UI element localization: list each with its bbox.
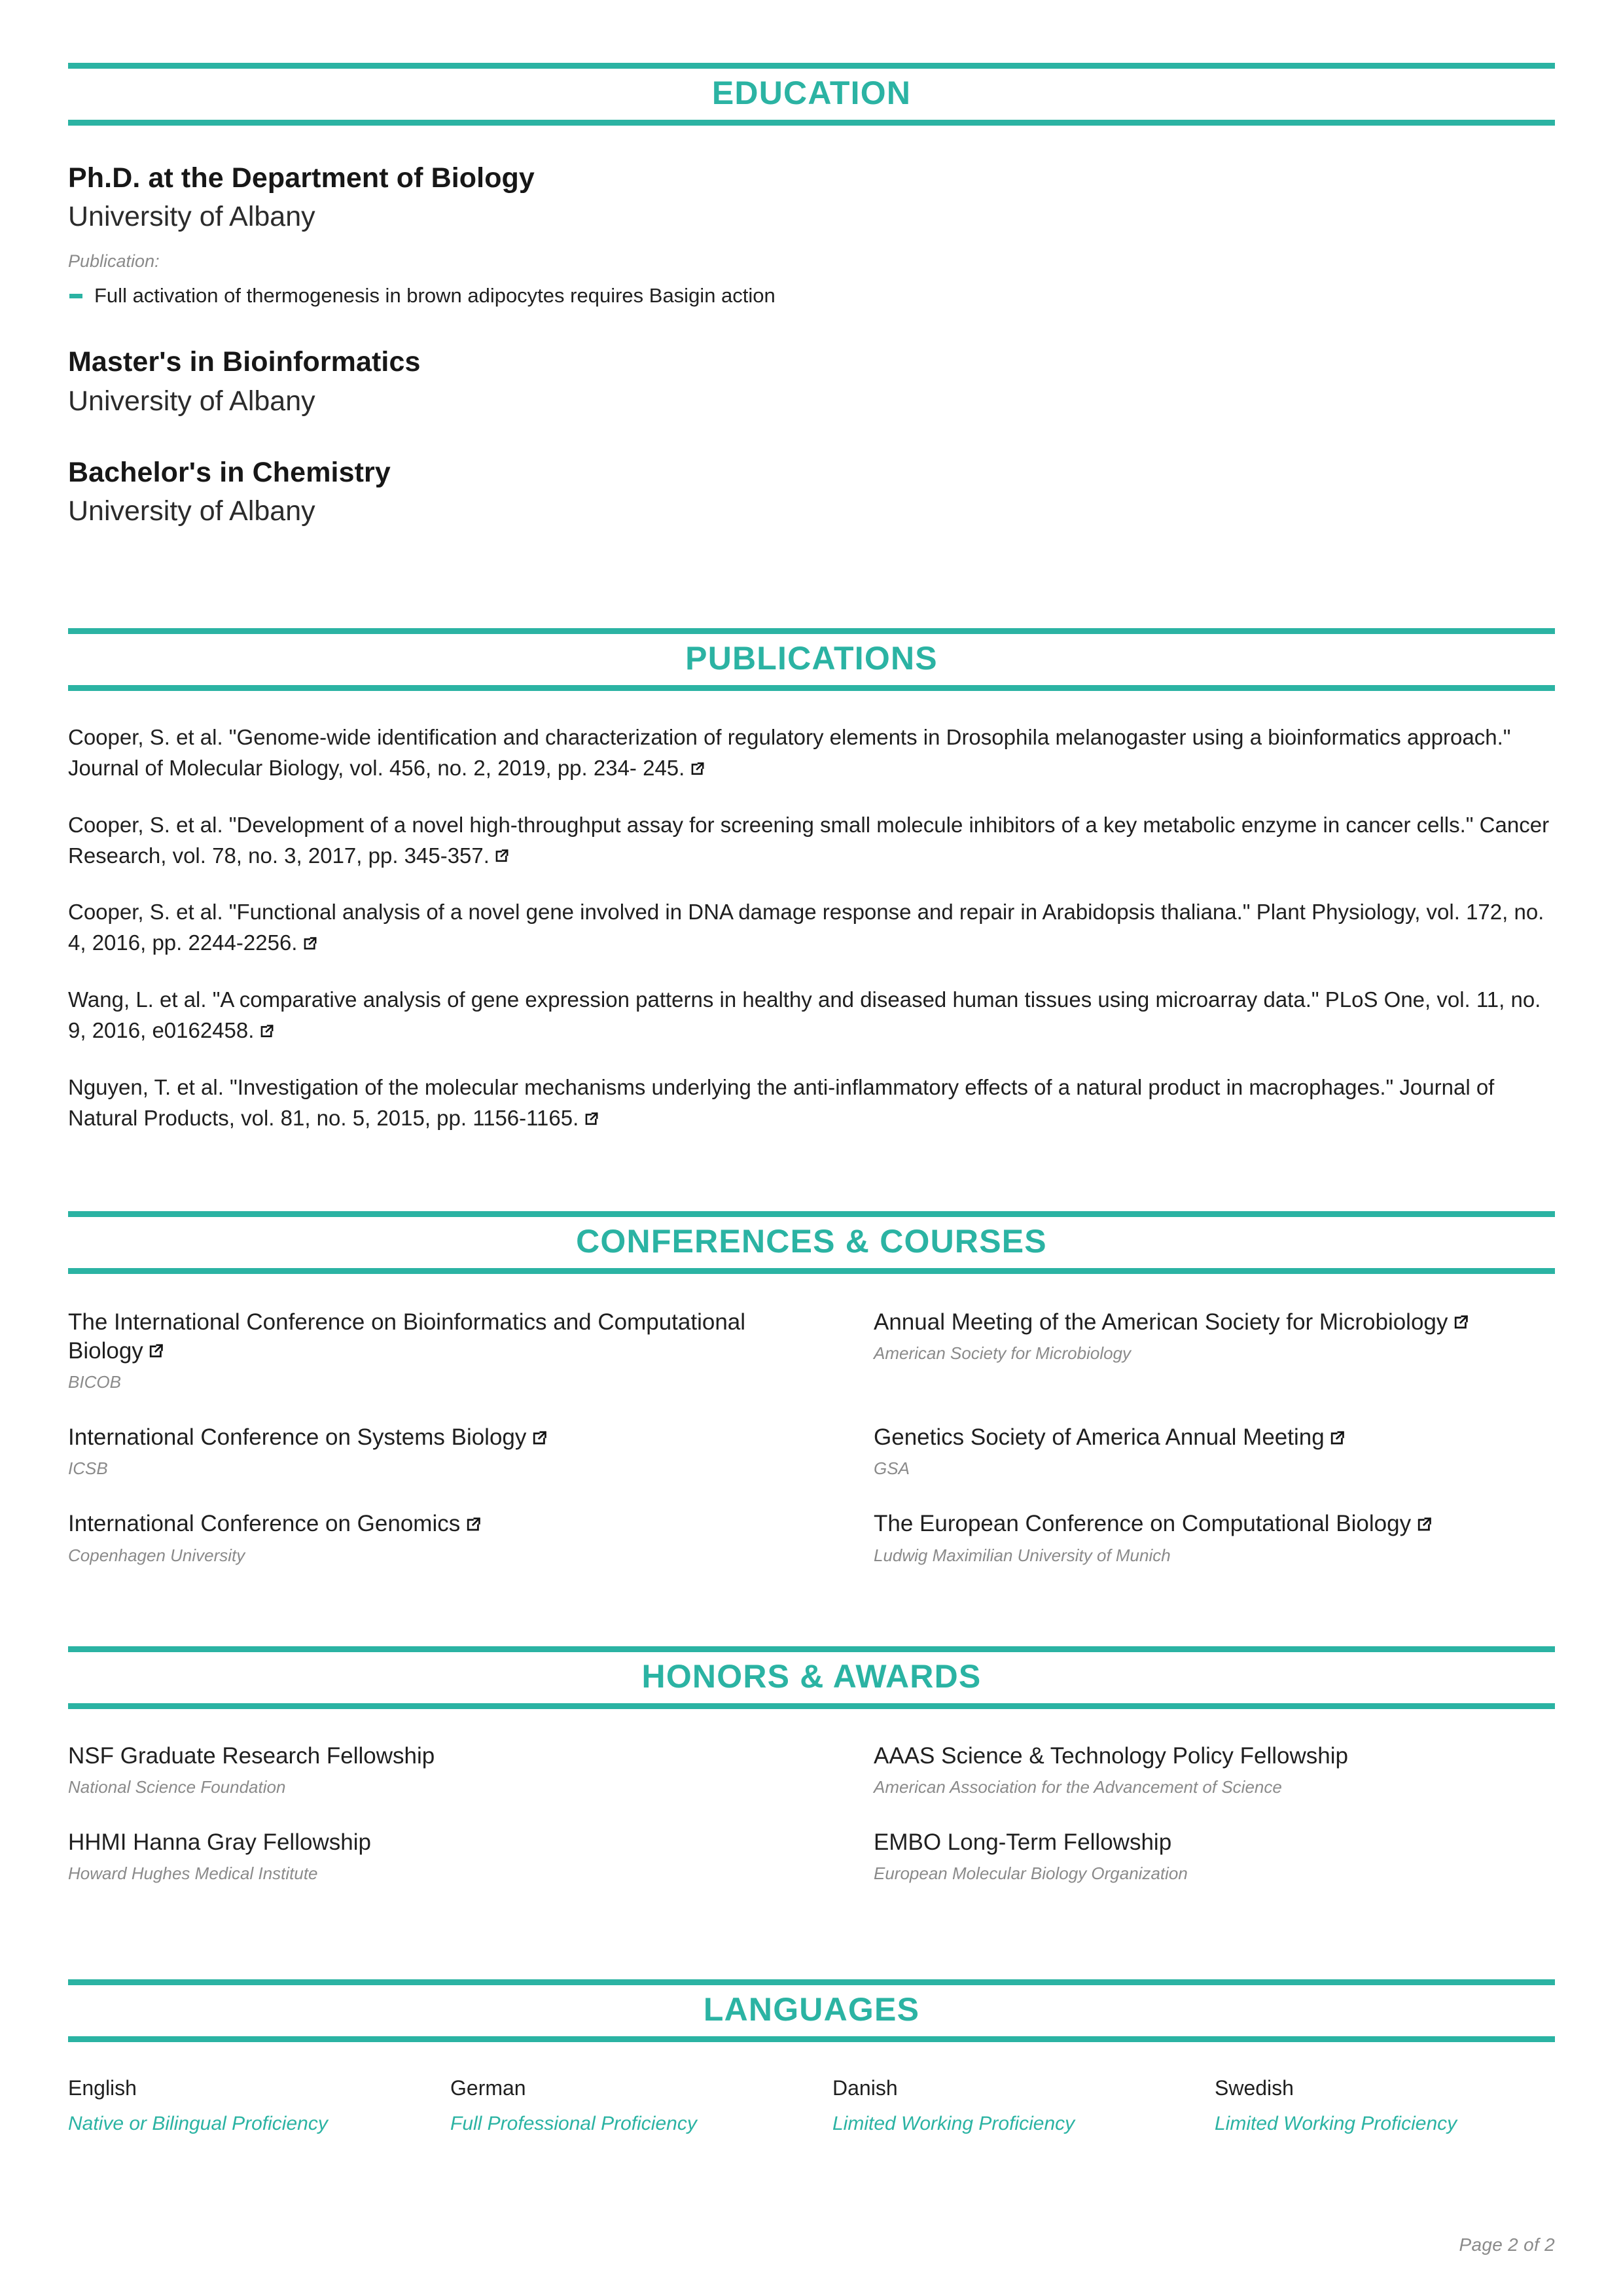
external-link-icon[interactable] bbox=[1329, 1430, 1346, 1446]
spacer bbox=[68, 1597, 1555, 1646]
language-entry bbox=[450, 2075, 791, 2137]
conference-name-wrap bbox=[874, 1423, 1555, 1452]
education-school: University of Albany bbox=[68, 495, 315, 527]
conference-organizer: GSA bbox=[874, 1458, 910, 1479]
conference-entry bbox=[874, 1308, 1555, 1394]
spacer bbox=[68, 530, 1555, 628]
conference-organizer: ICSB bbox=[68, 1458, 108, 1479]
education-entry bbox=[68, 161, 1555, 309]
list-item bbox=[68, 282, 1555, 309]
honor-organizer: European Molecular Biology Organization bbox=[874, 1863, 1188, 1884]
education-entry bbox=[68, 345, 1555, 419]
external-link-icon[interactable] bbox=[531, 1430, 548, 1446]
conference-name: Annual Meeting of the American Society for Microbiology bbox=[874, 1309, 1448, 1335]
page-footer: Page 2 of 2 bbox=[1459, 2234, 1555, 2255]
conference-name: International Conference on Genomics bbox=[68, 1511, 461, 1537]
honor-name: AAAS Science & Technology Policy Fellowship bbox=[874, 1742, 1349, 1769]
section-title-education: EDUCATION bbox=[711, 75, 912, 111]
external-link-icon[interactable] bbox=[148, 1343, 164, 1359]
publication-citation: Cooper, S. et al. "Genome-wide identification and characterization of regulatory elements in Drosophila melanogaster using a bioinformatics approach." Journal of Molecular Biology, vol. 456, no. 2, 2019, pp. 234- 245. bbox=[68, 724, 1511, 780]
honor-entry bbox=[68, 1742, 749, 1798]
publication-item bbox=[68, 897, 1555, 959]
publication-item bbox=[68, 1072, 1555, 1134]
conference-name-wrap bbox=[68, 1308, 749, 1366]
conference-name-wrap bbox=[68, 1423, 749, 1452]
education-section bbox=[68, 126, 1555, 530]
conference-name: Genetics Society of America Annual Meeting bbox=[874, 1424, 1325, 1451]
conference-organizer: Ludwig Maximilian University of Munich bbox=[874, 1545, 1171, 1565]
section-title-conferences: CONFERENCES & COURSES bbox=[576, 1222, 1047, 1260]
languages-section bbox=[68, 2042, 1555, 2137]
external-link-icon[interactable] bbox=[494, 848, 510, 864]
publication-citation: Wang, L. et al. "A comparative analysis of gene expression patterns in healthy and diseased human tissues using microarray data." PLoS One, vol. 11, no. 9, 2016, e0162458. bbox=[68, 987, 1541, 1042]
section-header-conferences bbox=[68, 1211, 1555, 1274]
conference-entry bbox=[68, 1510, 749, 1566]
education-degree: Master's in Bioinformatics bbox=[68, 346, 421, 378]
section-header-education bbox=[68, 63, 1555, 126]
spacer bbox=[68, 1134, 1555, 1211]
language-name: English bbox=[68, 2075, 137, 2100]
publication-item bbox=[68, 985, 1555, 1046]
language-entry bbox=[832, 2075, 1173, 2137]
education-publication-list bbox=[68, 282, 1555, 309]
education-school: University of Albany bbox=[68, 201, 315, 233]
language-name: Swedish bbox=[1215, 2075, 1294, 2100]
conference-organizer: Copenhagen University bbox=[68, 1545, 245, 1565]
language-name: Danish bbox=[832, 2075, 898, 2100]
conferences-section bbox=[68, 1274, 1555, 1597]
conference-name: International Conference on Systems Biology bbox=[68, 1424, 527, 1451]
section-header-honors bbox=[68, 1646, 1555, 1709]
conference-organizer: American Society for Microbiology bbox=[874, 1343, 1132, 1363]
education-entry bbox=[68, 455, 1555, 530]
language-proficiency: Limited Working Proficiency bbox=[832, 2113, 1075, 2135]
conference-name: The European Conference on Computational Biology bbox=[874, 1511, 1412, 1537]
external-link-icon[interactable] bbox=[1416, 1516, 1433, 1532]
publication-citation: Cooper, S. et al. "Development of a novel high-throughput assay for screening small molecule inhibitors of a key metabolic enzyme in cancer cells." Cancer Research, vol. 78, no. 3, 2017, pp. 345-357. bbox=[68, 812, 1550, 868]
external-link-icon[interactable] bbox=[690, 761, 705, 777]
conference-name-wrap bbox=[68, 1510, 749, 1538]
honor-entry bbox=[68, 1828, 749, 1884]
conference-name-wrap bbox=[874, 1308, 1555, 1337]
language-entry bbox=[68, 2075, 408, 2137]
education-publication-text: Full activation of thermogenesis in brown adipocytes requires Basigin action bbox=[94, 284, 776, 308]
honors-section bbox=[68, 1709, 1555, 1915]
honor-entry bbox=[874, 1742, 1555, 1798]
honor-organizer: American Association for the Advancement of Science bbox=[874, 1776, 1282, 1797]
external-link-icon[interactable] bbox=[302, 936, 318, 951]
section-header-languages bbox=[68, 1979, 1555, 2042]
education-degree: Ph.D. at the Department of Biology bbox=[68, 162, 535, 194]
language-proficiency: Limited Working Proficiency bbox=[1215, 2113, 1457, 2135]
external-link-icon[interactable] bbox=[465, 1516, 482, 1532]
spacer bbox=[68, 1915, 1555, 1979]
honor-name: HHMI Hanna Gray Fellowship bbox=[68, 1829, 371, 1856]
external-link-icon[interactable] bbox=[259, 1023, 275, 1039]
honor-entry bbox=[874, 1828, 1555, 1884]
honor-name: EMBO Long-Term Fellowship bbox=[874, 1829, 1172, 1856]
conference-name-wrap bbox=[874, 1510, 1555, 1538]
language-entry bbox=[1215, 2075, 1555, 2137]
publications-section bbox=[68, 691, 1555, 1134]
section-header-publications bbox=[68, 628, 1555, 691]
education-school: University of Albany bbox=[68, 385, 315, 417]
conference-entry bbox=[874, 1510, 1555, 1566]
publication-citation: Cooper, S. et al. "Functional analysis of a novel gene involved in DNA damage response and repair in Arabidopsis thaliana." Plant Physiology, vol. 172, no. 4, 2016, pp. 2244-2256. bbox=[68, 900, 1544, 955]
publication-item bbox=[68, 722, 1555, 784]
honor-organizer: Howard Hughes Medical Institute bbox=[68, 1863, 318, 1884]
publication-citation: Nguyen, T. et al. "Investigation of the molecular mechanisms underlying the anti-inflammatory effects of a natural product in macrophages." Journal of Natural Products, vol. 81, no. 5, 2015, pp. 1156-1165. bbox=[68, 1074, 1495, 1130]
language-proficiency: Full Professional Proficiency bbox=[450, 2113, 697, 2135]
education-degree: Bachelor's in Chemistry bbox=[68, 456, 391, 488]
external-link-icon[interactable] bbox=[1453, 1314, 1469, 1330]
conference-entry bbox=[874, 1423, 1555, 1479]
education-publication-label: Publication: bbox=[68, 251, 160, 272]
external-link-icon[interactable] bbox=[584, 1111, 599, 1127]
conference-entry bbox=[68, 1308, 749, 1394]
conference-entry bbox=[68, 1423, 749, 1479]
conference-organizer: BICOB bbox=[68, 1371, 121, 1392]
language-name: German bbox=[450, 2075, 526, 2100]
conference-name: The International Conference on Bioinformatics and Computational Biology bbox=[68, 1309, 746, 1364]
section-title-honors: HONORS & AWARDS bbox=[641, 1657, 982, 1695]
publication-item bbox=[68, 810, 1555, 872]
honor-name: NSF Graduate Research Fellowship bbox=[68, 1742, 435, 1769]
honor-organizer: National Science Foundation bbox=[68, 1776, 286, 1797]
dash-bullet-icon bbox=[69, 294, 82, 298]
language-proficiency: Native or Bilingual Proficiency bbox=[68, 2113, 328, 2135]
section-title-publications: PUBLICATIONS bbox=[685, 639, 938, 677]
section-title-languages: LANGUAGES bbox=[703, 1990, 920, 2028]
